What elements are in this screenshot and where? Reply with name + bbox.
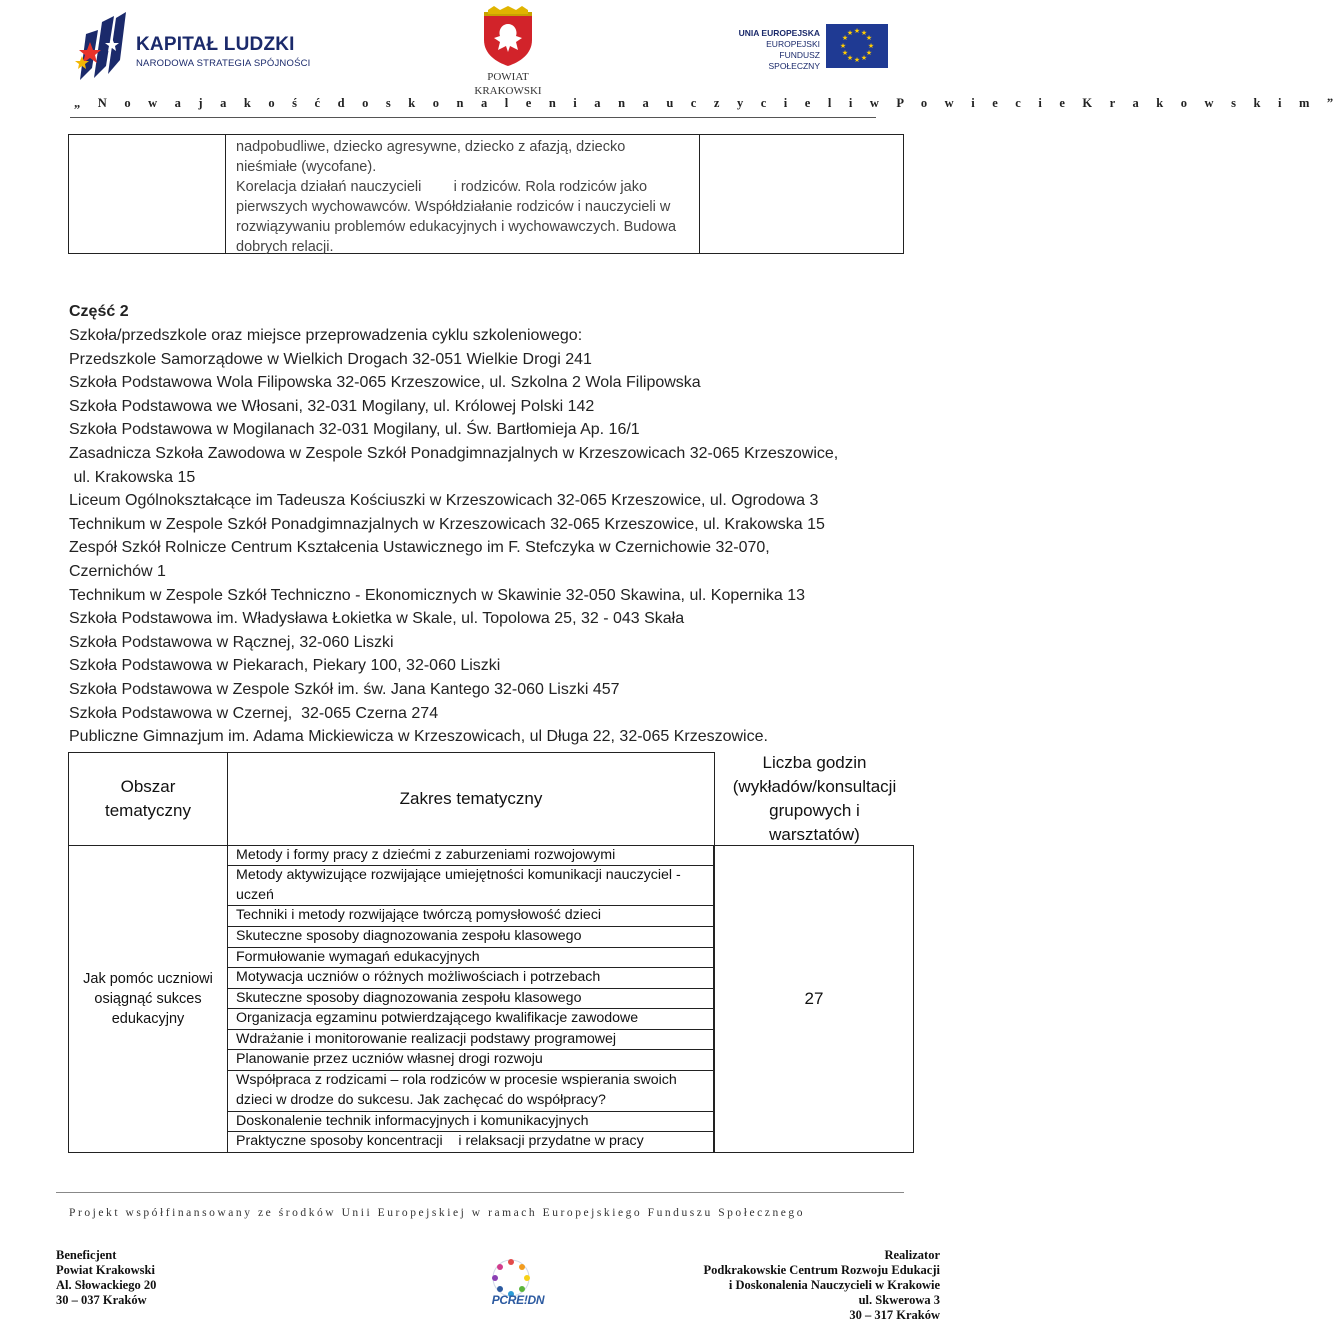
realizer-line: ul. Skwerowa 3 bbox=[858, 1293, 940, 1307]
fragment-middle-cell bbox=[225, 134, 700, 254]
footer-project-text: Projekt współfinansowany ze środków Unii Europejskiej w ramach Europejskiego Funduszu Społecznego bbox=[69, 1207, 805, 1219]
beneficiary-line: 30 – 037 Kraków bbox=[56, 1293, 147, 1307]
school-line: Zespół Szkół Rolnicze Centrum Kształcenia Ustawicznego im F. Stefczyka w Czernichowie 32-070, bbox=[69, 539, 770, 557]
beneficiary-line: Beneficjent bbox=[56, 1248, 117, 1262]
scope-item bbox=[227, 1071, 714, 1112]
scope-item-text: uczeń bbox=[236, 886, 274, 903]
svg-text:★: ★ bbox=[839, 42, 847, 50]
eu-line3: FUNDUSZ SPOŁECZNY bbox=[768, 50, 820, 71]
scope-item-text: Skuteczne sposoby diagnozowania zespołu klasowego bbox=[236, 928, 582, 944]
header-scope: Zakres tematyczny bbox=[399, 789, 543, 808]
scope-item bbox=[227, 989, 714, 1009]
scope-item-text: Doskonalenie technik informacyjnych i komunikacyjnych bbox=[236, 1113, 589, 1129]
area-l3: edukacyjny bbox=[111, 1011, 185, 1027]
svg-text:★: ★ bbox=[841, 49, 849, 57]
area-cell bbox=[68, 845, 228, 1153]
svg-text:★: ★ bbox=[860, 54, 868, 62]
fragment-line: nadpobudliwe, dziecko agresywne, dziecko z afazją, dziecko bbox=[236, 139, 626, 155]
svg-text:★: ★ bbox=[846, 54, 854, 62]
school-line: Szkoła Podstawowa w Zespole Szkół im. św. Jana Kantego 32-060 Liszki 457 bbox=[69, 680, 620, 698]
school-line: Szkoła Podstawowa we Włosani, 32-031 Mogilany, ul. Królowej Polski 142 bbox=[69, 397, 595, 415]
scope-item-text: Praktyczne sposoby koncentracji i relaksacji przydatne w pracy bbox=[236, 1133, 644, 1149]
scope-item bbox=[227, 927, 714, 948]
header-area-l1: Obszar bbox=[120, 777, 176, 796]
beneficiary-line: Al. Słowackiego 20 bbox=[56, 1278, 157, 1292]
fragment-left-cell bbox=[68, 134, 226, 254]
header-hours-cell bbox=[714, 752, 914, 846]
powiat-line2: KRAKOWSKI bbox=[474, 85, 542, 97]
scope-item bbox=[227, 948, 714, 968]
school-line: Przedszkole Samorządowe w Wielkich Drogach 32-051 Wielkie Drogi 241 bbox=[69, 350, 592, 368]
school-line: Technikum w Zespole Szkół Techniczno - Ekonomicznych w Skawinie 32-050 Skawina, ul. Kopernika 13 bbox=[69, 586, 806, 604]
school-line: Szkoła Podstawowa w Rącznej, 32-060 Liszki bbox=[69, 633, 394, 651]
svg-text:★: ★ bbox=[853, 56, 861, 64]
scope-item-text: Współpraca z rodzicami – rola rodziców w procesie wspierania swoich bbox=[236, 1072, 677, 1088]
header-divider bbox=[70, 117, 876, 118]
header-area-cell bbox=[68, 752, 228, 846]
header-scope-cell bbox=[227, 752, 715, 846]
area-l1: Jak pomóc uczniowi bbox=[83, 971, 213, 987]
svg-text:★: ★ bbox=[853, 27, 861, 35]
fragment-line: nieśmiałe (wycofane). bbox=[236, 159, 377, 175]
scope-item bbox=[227, 1030, 714, 1050]
header-hours-l4: warsztatów) bbox=[769, 825, 860, 844]
scope-item-text: Motywacja uczniów o różnych możliwościach i potrzebach bbox=[236, 969, 601, 985]
area-l2: osiągnąć sukces bbox=[94, 991, 202, 1007]
scope-item bbox=[227, 845, 714, 866]
svg-text:★: ★ bbox=[865, 49, 873, 57]
realizer-line: i Doskonalenia Nauczycieli w Krakowie bbox=[728, 1278, 940, 1292]
school-line: Szkoła Podstawowa w Czernej, 32-065 Czerna 274 bbox=[69, 704, 439, 722]
realizer-line: Realizator bbox=[884, 1248, 940, 1262]
fragment-line: pierwszych wychowawców. Współdziałanie rodziców i nauczycieli w bbox=[236, 199, 671, 215]
scope-item-text: Metody i formy pracy z dziećmi z zaburzeniami rozwojowymi bbox=[236, 847, 616, 863]
school-line: Czernichów 1 bbox=[69, 562, 166, 580]
header-area-l2: tematyczny bbox=[105, 801, 191, 820]
scope-item bbox=[227, 1009, 714, 1030]
header-hours-l2: (wykładów/konsultacji bbox=[732, 777, 897, 796]
scope-item bbox=[227, 1132, 714, 1153]
section-part-2 bbox=[69, 300, 919, 749]
scope-item-text: Organizacja egzaminu potwierdzającego kwalifikacje zawodowe bbox=[236, 1010, 639, 1026]
scope-item-text: dzieci w drodze do sukcesu. Jak zachęcać do współpracy? bbox=[236, 1091, 606, 1108]
beneficiary-block bbox=[56, 1248, 156, 1308]
fragment-line: rozwiązywaniu problemów edukacyjnych i wychowawczych. Budowa bbox=[236, 219, 677, 235]
eu-flag-icon bbox=[826, 24, 888, 68]
section-title: Część 2 bbox=[69, 303, 129, 320]
svg-text:★: ★ bbox=[867, 42, 875, 50]
svg-text:★: ★ bbox=[865, 34, 873, 42]
hours-value: 27 bbox=[804, 989, 824, 1008]
school-line: Publiczne Gimnazjum im. Adama Mickiewicza w Krzeszowicach, ul Długa 22, 32-065 Krzeszowice. bbox=[69, 728, 768, 746]
scope-item bbox=[227, 906, 714, 927]
pcreidn-logo-icon bbox=[466, 1256, 556, 1322]
school-line: ul. Krakowska 15 bbox=[69, 468, 196, 486]
powiat-label bbox=[440, 70, 576, 98]
eu-line1: UNIA EUROPEJSKA bbox=[738, 28, 820, 38]
powiat-crest-icon bbox=[478, 6, 538, 68]
kapital-ludzki-subtitle: NARODOWA STRATEGIA SPÓJNOŚCI bbox=[136, 58, 311, 69]
header-hours-l1: Liczba godzin bbox=[762, 753, 867, 772]
powiat-line1: POWIAT bbox=[487, 71, 529, 83]
fragment-line: dobrych relacji. bbox=[236, 239, 334, 255]
footer-divider bbox=[56, 1192, 904, 1193]
scope-item bbox=[227, 1112, 714, 1132]
pcreidn-logo-text: PCRE!DN bbox=[491, 1293, 545, 1307]
scope-item-text: Metody aktywizujące rozwijające umiejętności komunikacji nauczyciel - bbox=[236, 867, 681, 883]
realizer-block bbox=[704, 1248, 940, 1323]
school-line: Technikum w Zespole Szkół Ponadgimnazjalnych w Krzeszowicach 32-065 Krzeszowice, ul. Krakowska 15 bbox=[69, 515, 825, 533]
school-line: Szkoła/przedszkole oraz miejsce przeprowadzenia cyklu szkoleniowego: bbox=[69, 327, 583, 344]
eu-line2: EUROPEJSKI bbox=[766, 39, 820, 49]
svg-text:★: ★ bbox=[860, 29, 868, 37]
fragment-line: Korelacja działań nauczycieli i rodziców. Rola rodziców jako bbox=[236, 179, 648, 195]
scope-item-text: Techniki i metody rozwijające twórczą pomysłowość dzieci bbox=[236, 907, 602, 923]
eu-text bbox=[728, 28, 820, 72]
scope-item bbox=[227, 1050, 714, 1071]
beneficiary-line: Powiat Krakowski bbox=[56, 1263, 155, 1277]
fragment-right-cell bbox=[699, 134, 904, 254]
eu-logo bbox=[728, 24, 888, 72]
scope-item bbox=[227, 866, 714, 906]
hours-cell bbox=[714, 845, 914, 1153]
project-motto: „ N o w a j a k o ś ć d o s k o n a l e n i a n a u c z y c i e l i w P o w i e c i e K r a k o w s k i m ” bbox=[74, 96, 1340, 110]
svg-text:★: ★ bbox=[841, 34, 849, 42]
header-hours-l3: grupowych i bbox=[769, 801, 860, 820]
kapital-ludzki-title: KAPITAŁ LUDZKI bbox=[136, 34, 295, 55]
svg-text:★: ★ bbox=[846, 29, 854, 37]
realizer-line: Podkrakowskie Centrum Rozwoju Edukacji bbox=[703, 1263, 940, 1277]
school-line: Zasadnicza Szkoła Zawodowa w Zespole Szkół Ponadgimnazjalnych w Krzeszowicach 32-065 Krzeszowice, bbox=[69, 444, 839, 462]
scope-item-text: Skuteczne sposoby diagnozowania zespołu klasowego bbox=[236, 990, 582, 1006]
kapital-ludzki-figures-icon bbox=[70, 8, 130, 86]
school-line: Liceum Ogólnokształcące im Tadeusza Kościuszki w Krzeszowicach 32-065 Krzeszowice, ul. Ogrodowa 3 bbox=[69, 492, 819, 510]
scope-items bbox=[227, 845, 714, 1153]
scope-item bbox=[227, 968, 714, 989]
scope-item-text: Formułowanie wymagań edukacyjnych bbox=[236, 949, 480, 965]
school-line: Szkoła Podstawowa Wola Filipowska 32-065 Krzeszowice, ul. Szkolna 2 Wola Filipowska bbox=[69, 374, 701, 392]
kapital-ludzki-logo bbox=[70, 8, 320, 88]
school-line: Szkoła Podstawowa w Mogilanach 32-031 Mogilany, ul. Św. Bartłomieja Ap. 16/1 bbox=[69, 421, 640, 439]
scope-item-text: Planowanie przez uczniów własnej drogi rozwoju bbox=[236, 1051, 543, 1067]
school-line: Szkoła Podstawowa w Piekarach, Piekary 100, 32-060 Liszki bbox=[69, 657, 501, 675]
scope-item-text: Wdrażanie i monitorowanie realizacji podstawy programowej bbox=[236, 1031, 617, 1047]
school-line: Szkoła Podstawowa im. Władysława Łokietka w Skale, ul. Topolowa 25, 32 - 043 Skała bbox=[69, 610, 685, 628]
realizer-line: 30 – 317 Kraków bbox=[849, 1308, 940, 1322]
